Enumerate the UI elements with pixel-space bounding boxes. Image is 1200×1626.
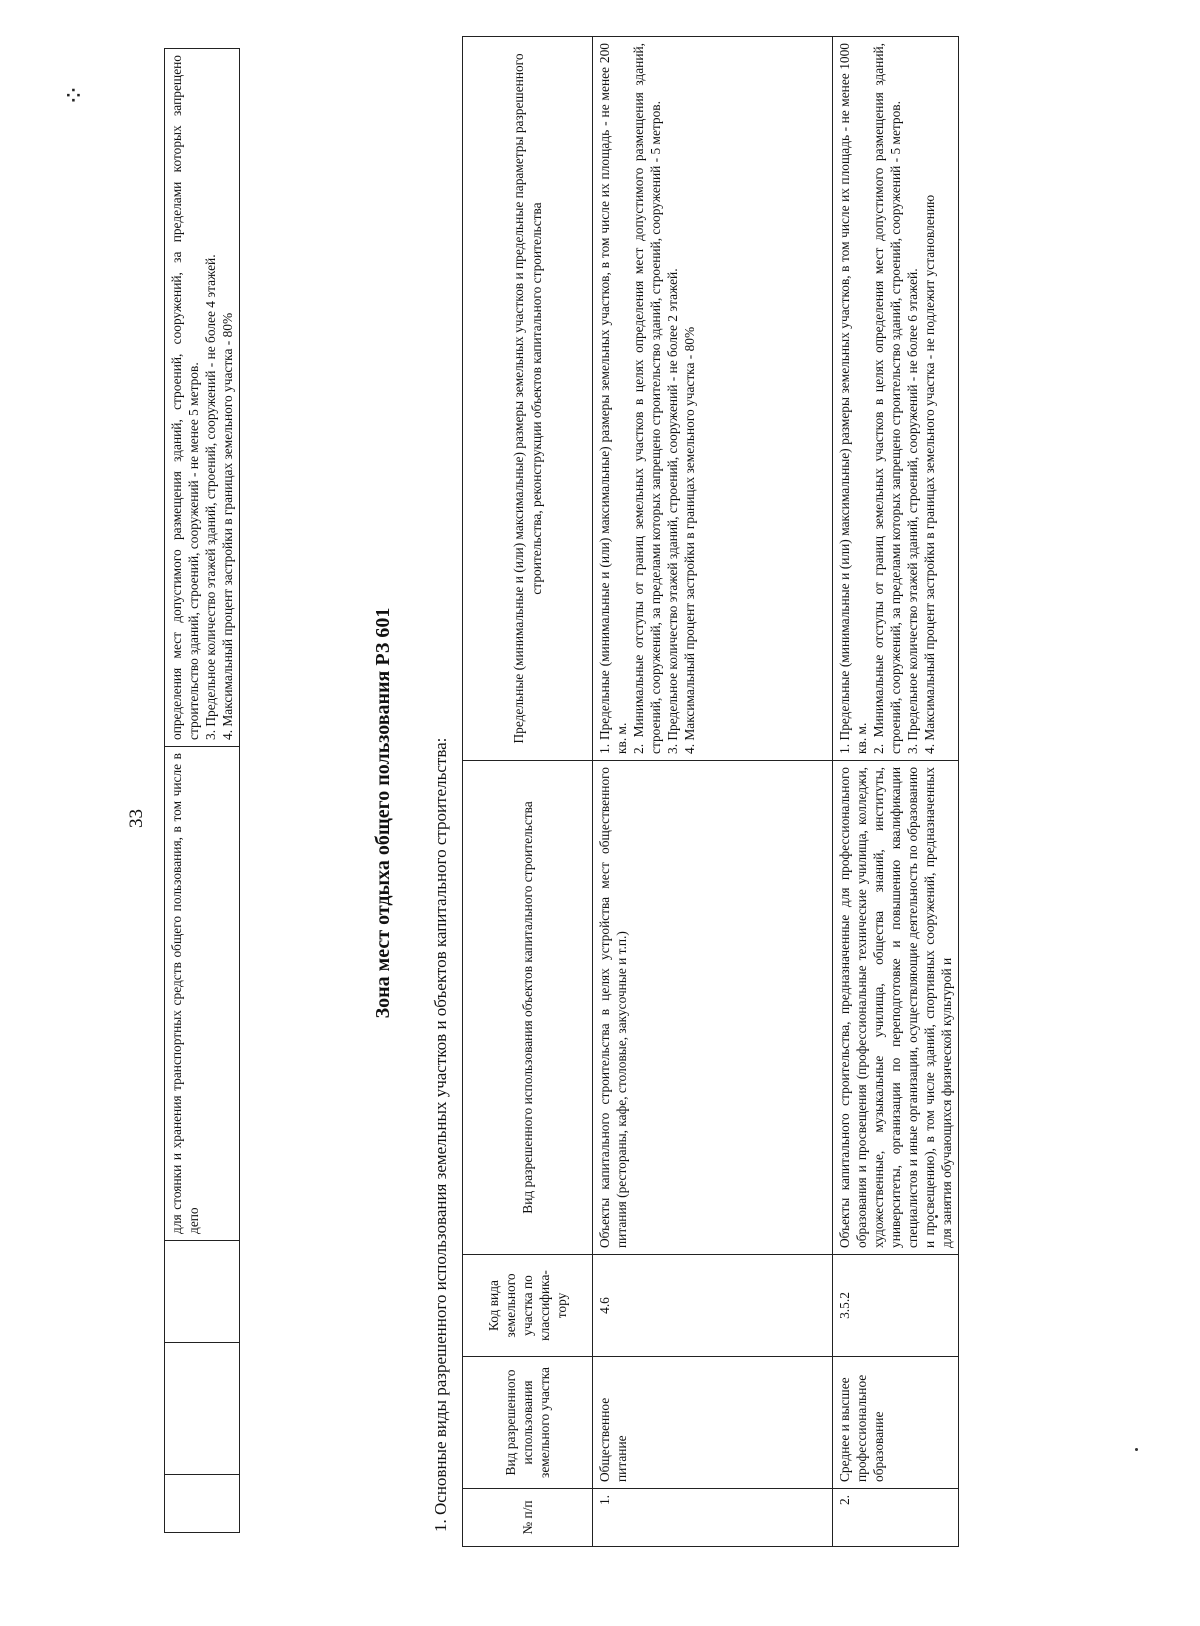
continuation-table — [164, 48, 240, 1533]
cont-param-line: 3. Предельное количество этажей зданий, строений, сооружений - не более 4 этажей. — [203, 254, 219, 740]
param-line: 2. Минимальные отступы от границ земельных участков в целях определения мест допустимого размещения зданий, строений, сооружений, за пределами которых запрещено строительство зданий, строений, сооружений - 5 метров. — [871, 43, 904, 754]
page-number: 33 — [126, 809, 147, 828]
cont-param-line: определения мест допустимого размещения зданий, строений, сооружений, за пределами которых запрещено строительство зданий, строений, сооружений - не менее 5 метров. — [169, 55, 202, 740]
param-line: 1. Предельные (минимальные и (или) максимальные) размеры земельных участков, в том числе их площадь - не менее 1000 кв. м. — [837, 43, 870, 754]
cont-code-cell — [165, 1241, 240, 1343]
row-use-type: Общественное питание — [593, 1357, 833, 1489]
row-code: 4.6 — [593, 1255, 833, 1357]
table-row — [593, 37, 833, 1547]
cont-capital-cell: для стоянки и хранения транспортных средств общего пользования, в том числе в депо — [165, 747, 240, 1241]
scan-speck: ⁘ — [60, 84, 89, 106]
row-num: 2. — [833, 1489, 959, 1547]
row-use-type: Среднее и высшее профессиональное образование — [833, 1357, 959, 1489]
row-num: 1. — [593, 1489, 833, 1547]
intro-text: 1. Основные виды разрешенного использования земельных участков и объектов капитального строительства: — [431, 737, 450, 1532]
header-num: № п/п — [463, 1489, 593, 1547]
param-line: 4. Максимальный процент застройки в границах земельного участка - 80% — [682, 326, 698, 754]
cont-param-line: 4. Максимальный процент застройки в границах земельного участка - 80% — [220, 312, 236, 740]
cont-use-cell — [165, 1343, 240, 1475]
header-use-type: Вид разрешенного использования земельного участка — [463, 1357, 593, 1489]
header-limits: Предельные (минимальные и (или) максимальные) размеры земельных участков и предельные параметры разрешенного строительства, реконструкции объектов капитального строительства — [463, 37, 593, 761]
row-capital: Объекты капитального строительства, предназначенные для профессионального образования и просвещения (профессиональные технические училища, колледжи, художественные, музыкальные училища, общества знаний, институты, университеты, организации по переподготовке и повышению квалификации специалистов и иные организации, осуществляющие деятельность по образованию и просвещению), в том числе зданий, спортивных сооружений, предназначенных для занятия обучающихся физической культурой и — [833, 761, 959, 1255]
header-row — [463, 37, 593, 1547]
table-row — [833, 37, 959, 1547]
cont-num-cell — [165, 1475, 240, 1533]
row-params — [833, 37, 959, 761]
header-capital: Вид разрешенного использования объектов капитального строительства — [463, 761, 593, 1255]
scan-dot — [1135, 1448, 1138, 1451]
main-table — [462, 36, 959, 1547]
header-code: Код вида земельного участка по классифика-тору — [463, 1255, 593, 1357]
cont-params-cell — [165, 49, 240, 747]
row-capital: Объекты капитального строительства в целях устройства мест общественного питания (рестораны, кафе, столовые, закусочные и т.п.) — [593, 761, 833, 1255]
param-line: 4. Максимальный процент застройки в границах земельного участка - не подлежит установлению — [922, 194, 938, 754]
param-line: 1. Предельные (минимальные и (или) максимальные) размеры земельных участков, в том числе их площадь - не менее 200 кв. м. — [597, 43, 630, 754]
row-code: 3.5.2 — [833, 1255, 959, 1357]
zone-title: Зона мест отдыха общего пользования РЗ 601 — [372, 607, 394, 1019]
param-line: 2. Минимальные отступы от границ земельных участков в целях определения мест допустимого размещения зданий, строений, сооружений, за пределами которых запрещено строительство зданий, строений, сооружений - 5 метров. — [631, 43, 664, 754]
param-line: 3. Предельное количество этажей зданий, строений, сооружений - не более 6 этажей. — [905, 268, 921, 754]
row-params — [593, 37, 833, 761]
param-line: 3. Предельное количество этажей зданий, строений, сооружений - не более 2 этажей. — [665, 268, 681, 754]
